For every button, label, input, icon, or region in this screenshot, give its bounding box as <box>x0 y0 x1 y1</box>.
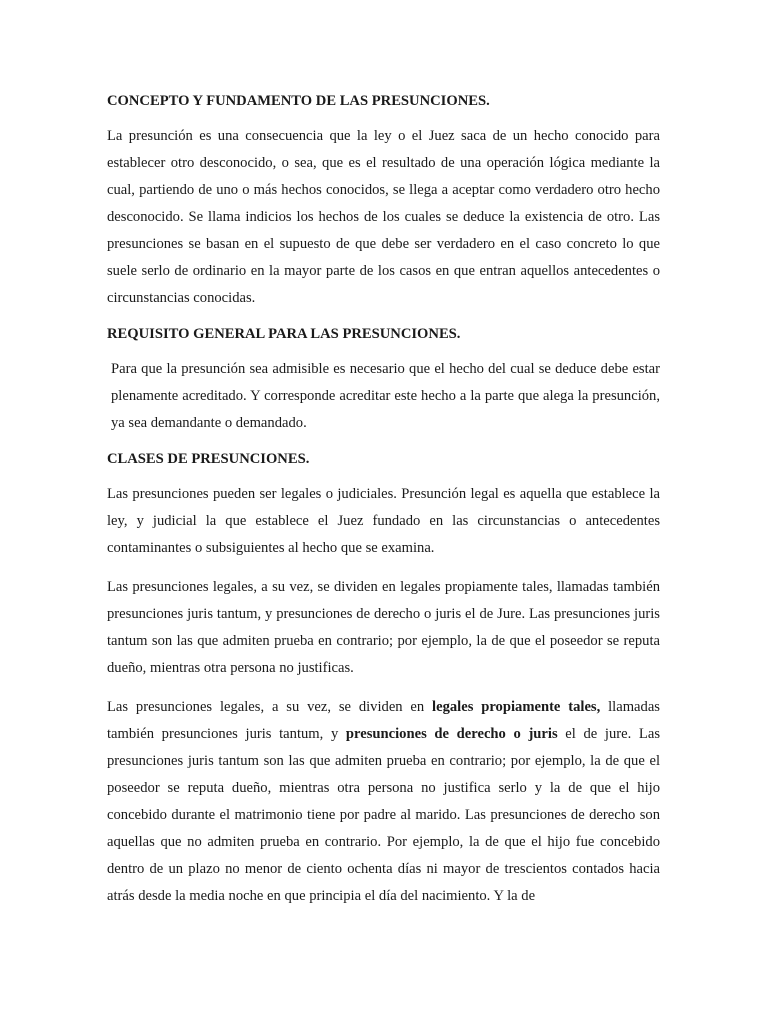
paragraph-concepto: La presunción es una consecuencia que la ley o el Juez saca de un hecho conocido para establecer otro desconocido, o sea, que es el resultado de una operación lógica mediante la cual, partiendo de uno o más hechos conocidos, se llega a aceptar como verdadero otro hecho desconocido. Se llama indicios los hechos de los cuales se deduce la existencia de otro. Las presunciones se basan en el supuesto de que debe ser verdadero en el caso concreto lo que suele serlo de ordinario en la mayor parte de los casos en que entran aquellos antecedentes o circunstancias conocidas. <box>107 128 660 306</box>
heading-concepto: CONCEPTO Y FUNDAMENTO DE LAS PRESUNCIONES. <box>107 93 490 109</box>
document-body <box>107 91 660 922</box>
paragraph-legales: Las presunciones legales, a su vez, se dividen en legales propiamente tales, llamadas también presunciones juris tantum, y presunciones de derecho o juris el de Jure. Las presunciones juris tantum son las que admiten prueba en contrario; por ejemplo, la de que el poseedor se reputa dueño, mientras otra persona no justificas. <box>107 579 660 676</box>
heading-clases: CLASES DE PRESUNCIONES. <box>107 451 310 467</box>
bold-text-run: presunciones de derecho o juris <box>345 726 558 742</box>
paragraph-requisito: Para que la presunción sea admisible es necesario que el hecho del cual se deduce debe estar plenamente acreditado. Y corresponde acreditar este hecho a la parte que alega la presunción, ya sea demandante o demandado. <box>111 361 660 431</box>
paragraph-legales-detalle <box>107 694 660 910</box>
paragraph-clases: Las presunciones pueden ser legales o judiciales. Presunción legal es aquella que establece la ley, y judicial la que establece el Juez fundado en las circunstancias o antecedentes contaminantes o subsiguientes al hecho que se examina. <box>107 486 660 556</box>
text-run: Las presunciones legales, a su vez, se dividen en <box>107 699 433 715</box>
text-run: el de jure. Las presunciones juris tantum son las que admiten prueba en contrario; por ejemplo, la de que el poseedor se reputa dueño, mientras otra persona no justifica serlo y la de que el hijo concebido durante el matrimonio tiene por padre al marido. Las presunciones de derecho son aquellas que no admiten prueba en contrario. Por ejemplo, la de que el hijo fue concebido dentro de un plazo no menor de ciento ochenta días ni mayor de trescientos contados hacia atrás desde la media noche en que principia el día del nacimiento. Y la de <box>107 726 660 904</box>
text-run: llamadas también presunciones juris tantum, y <box>107 699 660 742</box>
heading-requisito: REQUISITO GENERAL PARA LAS PRESUNCIONES. <box>107 326 461 342</box>
bold-text-run: legales propiamente tales, <box>432 699 601 715</box>
